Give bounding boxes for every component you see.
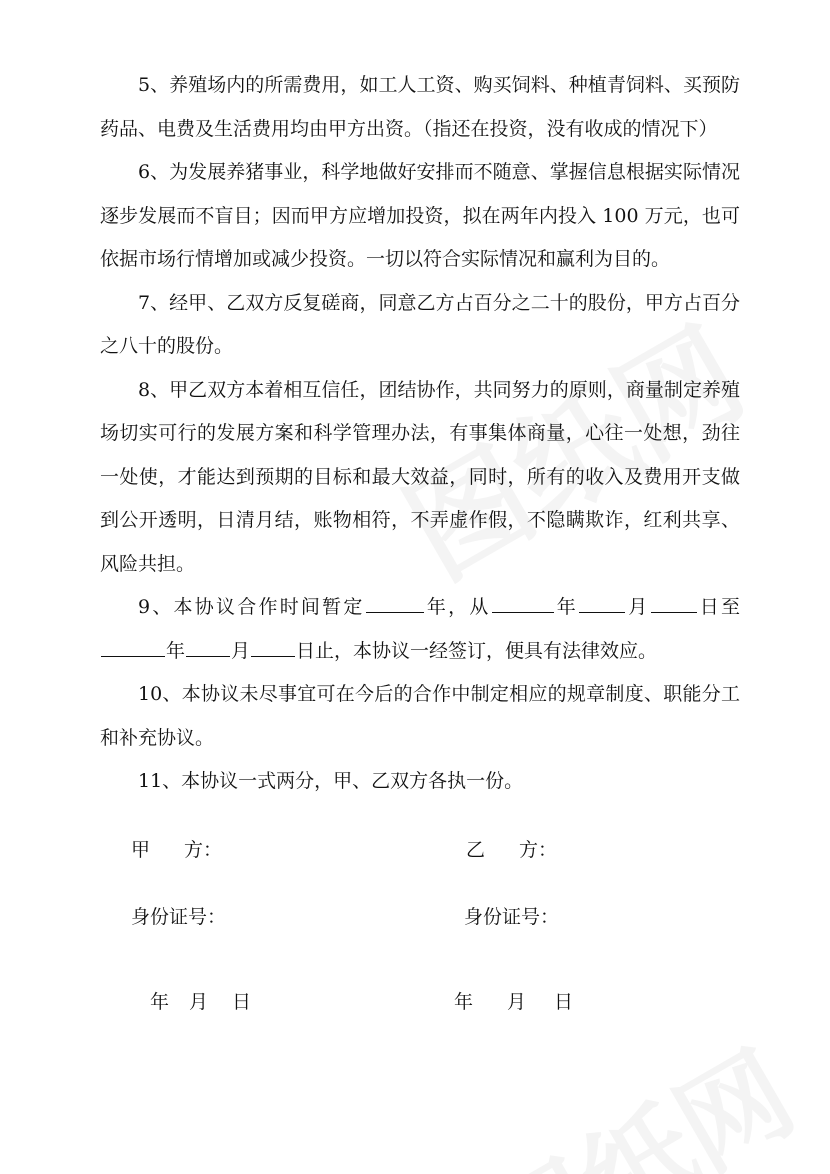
party-b-char: 乙 — [466, 839, 486, 861]
party-b-date-year: 年 — [454, 991, 474, 1013]
end-day-blank[interactable] — [251, 634, 295, 657]
party-a-id-label: 身份证号： — [131, 906, 227, 928]
party-b-id-label: 身份证号： — [464, 906, 560, 928]
party-a-date-day: 日 — [232, 991, 252, 1013]
end-year-label: 年 — [166, 639, 186, 662]
party-b-date — [454, 990, 573, 1014]
end-month-blank[interactable] — [186, 634, 230, 657]
start-year-label: 年 — [554, 596, 579, 618]
clause-7: 7、经甲、乙双方反复磋商，同意乙方占百分之二十的股份，甲方占百分之八十的股份。 — [100, 291, 740, 357]
start-year-blank[interactable] — [492, 590, 554, 613]
start-month-label: 月 — [626, 596, 650, 618]
clause-9-from: ，从 — [448, 596, 491, 618]
start-month-blank[interactable] — [579, 590, 625, 613]
party-b-date-day: 日 — [554, 991, 574, 1013]
end-year-blank[interactable] — [101, 634, 165, 657]
clause-9-tail: 日止，本协议一经签订，便具有法律效应。 — [296, 639, 658, 662]
end-month-label: 月 — [231, 639, 251, 662]
watermark-bottom — [453, 1008, 818, 1174]
clause-5: 5、养殖场内的所需费用，如工人工资、购买饲料、种植青饲料、买预防药品、电费及生活费用均由甲方出资。（指还在投资，没有收成的情况下） — [100, 74, 740, 140]
party-b-suffix: 方： — [519, 839, 558, 861]
party-a-char: 甲 — [131, 839, 151, 861]
clause-9-intro: 9、本协议合作时间暂定 — [138, 596, 365, 618]
duration-years-blank[interactable] — [366, 590, 424, 613]
party-a-date — [150, 990, 251, 1014]
agreement-body — [100, 64, 740, 804]
start-day-label: 日至 — [697, 596, 740, 618]
party-a-label — [131, 838, 222, 862]
party-a-date-month: 月 — [189, 991, 209, 1013]
start-day-blank[interactable] — [651, 590, 697, 613]
clause-9 — [100, 586, 740, 673]
party-b-date-month: 月 — [507, 991, 527, 1013]
clause-8: 8、甲乙双方本着相互信任，团结协作，共同努力的原则，商量制定养殖场切实可行的发展方案和科学管理办法，有事集体商量，心往一处想，劲往一处使，才能达到预期的目标和最大效益，同时，所有的收入及费用开支做到公开透明，日清月结，账物相符，不弄虚作假，不隐瞒欺诈，红利共享、风险共担。 — [100, 378, 740, 575]
clause-11: 11、本协议一式两分，甲、乙双方各执一份。 — [138, 770, 524, 792]
clause-10: 10、本协议未尽事宜可在今后的合作中制定相应的规章制度、职能分工和补充协议。 — [100, 683, 740, 749]
party-a-suffix: 方： — [184, 839, 223, 861]
party-a-date-year: 年 — [150, 991, 170, 1013]
clause-6: 6、为发展养猪事业，科学地做好安排而不随意、掌握信息根据实际情况逐步发展而不盲目；因而甲方应增加投资，拟在两年内投入 100 万元，也可依据市场行情增加或减少投资。一切以符合实际情况和赢利为目的。 — [100, 161, 740, 270]
clause-9-year-unit: 年 — [424, 596, 449, 618]
party-b-label — [466, 838, 557, 862]
